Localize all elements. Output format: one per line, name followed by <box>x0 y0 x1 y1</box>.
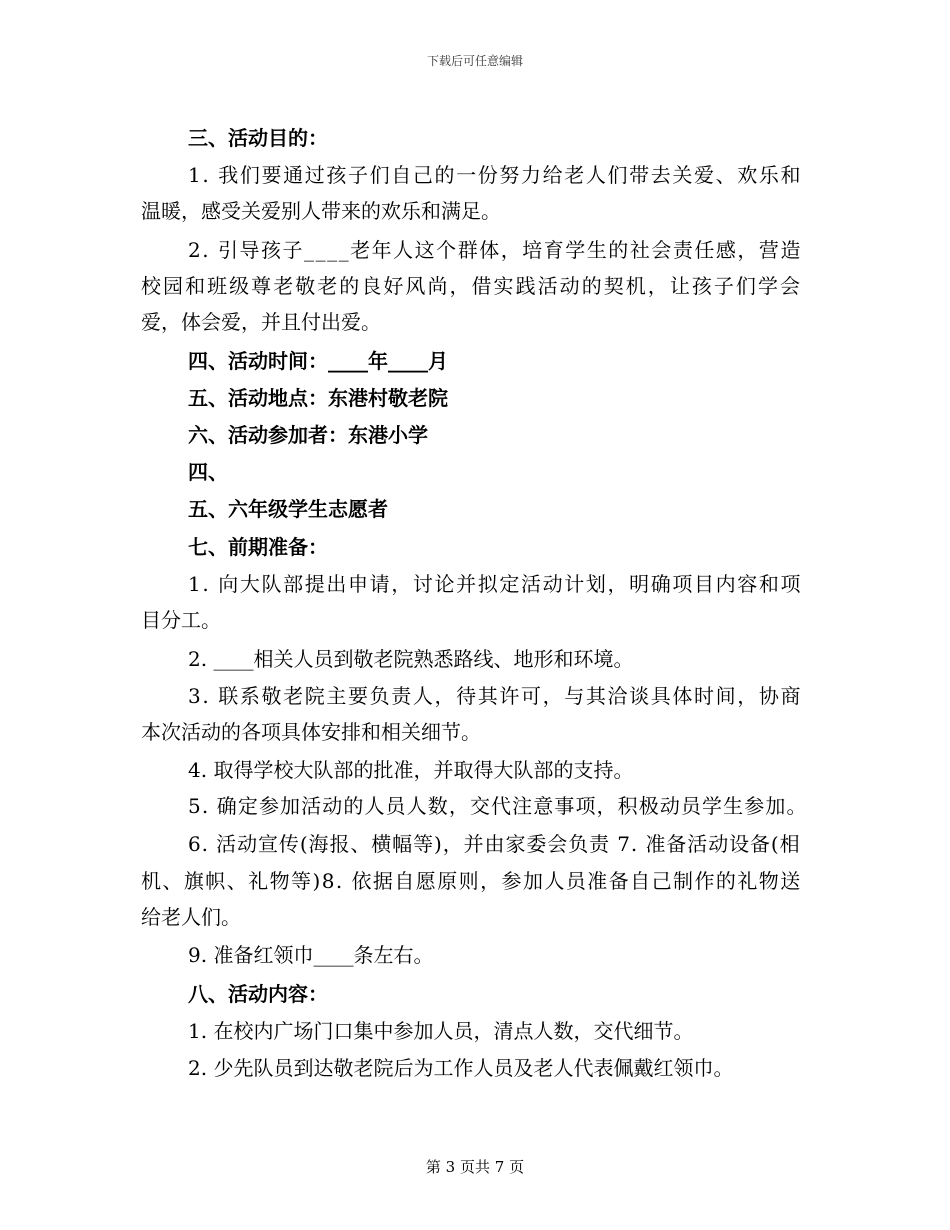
page-footer: 第 3 页共 7 页 <box>425 1158 525 1176</box>
paragraph-line: 本次活动的各项具体安排和相关细节。 <box>141 720 481 744</box>
section-heading: 三、活动目的： <box>188 126 328 150</box>
paragraph-line: 3. 联系敬老院主要负责人，待其许可，与其洽谈具体时间，协商 <box>188 684 803 708</box>
section-heading: 五、六年级学生志愿者 <box>188 497 388 521</box>
paragraph-line: 给老人们。 <box>141 905 241 929</box>
paragraph-line: 9. 准备红领巾____条左右。 <box>188 943 434 967</box>
paragraph-line: 2. 引导孩子____老年人这个群体，培育学生的社会责任感，营造 <box>188 238 802 262</box>
paragraph-line: 1. 我们要通过孩子们自己的一份努力给老人们带去关爱、欢乐和 <box>188 163 803 187</box>
paragraph-line: 2. ____相关人员到敬老院熟悉路线、地形和环境。 <box>188 647 634 671</box>
section-heading: 六、活动参加者：东港小学 <box>188 423 428 447</box>
paragraph-line: 4. 取得学校大队部的批准，并取得大队部的支持。 <box>188 758 634 782</box>
paragraph-line: 校园和班级尊老敬老的良好风尚，借实践活动的契机，让孩子们学会 <box>141 274 803 298</box>
page-header: 下载后可任意编辑 <box>426 54 523 68</box>
section-heading: 七、前期准备： <box>188 535 328 559</box>
section-heading: 四、 <box>188 460 228 484</box>
paragraph-line: 温暖，感受关爱别人带来的欢乐和满足。 <box>141 199 501 223</box>
paragraph-line: 爱，体会爱，并且付出爱。 <box>141 310 381 334</box>
paragraph-line: 1. 向大队部提出申请，讨论并拟定活动计划，明确项目内容和项 <box>188 572 803 596</box>
paragraph-line: 机、旗帜、礼物等)8. 依据自愿原则，参加人员准备自己制作的礼物送 <box>141 869 802 893</box>
paragraph-line: 5. 确定参加活动的人员人数，交代注意事项，积极动员学生参加。 <box>188 794 808 818</box>
section-heading: 四、活动时间：____年____月 <box>188 349 448 373</box>
paragraph-line: 目分工。 <box>141 608 221 632</box>
section-heading: 八、活动内容： <box>188 982 328 1006</box>
paragraph-line: 2. 少先队员到达敬老院后为工作人员及老人代表佩戴红领巾。 <box>188 1056 734 1080</box>
paragraph-line: 1. 在校内广场门口集中参加人员，清点人数，交代细节。 <box>188 1019 694 1043</box>
section-heading: 五、活动地点：东港村敬老院 <box>188 386 448 410</box>
paragraph-line: 6. 活动宣传(海报、横幅等)，并由家委会负责 7. 准备活动设备(相 <box>188 832 801 856</box>
